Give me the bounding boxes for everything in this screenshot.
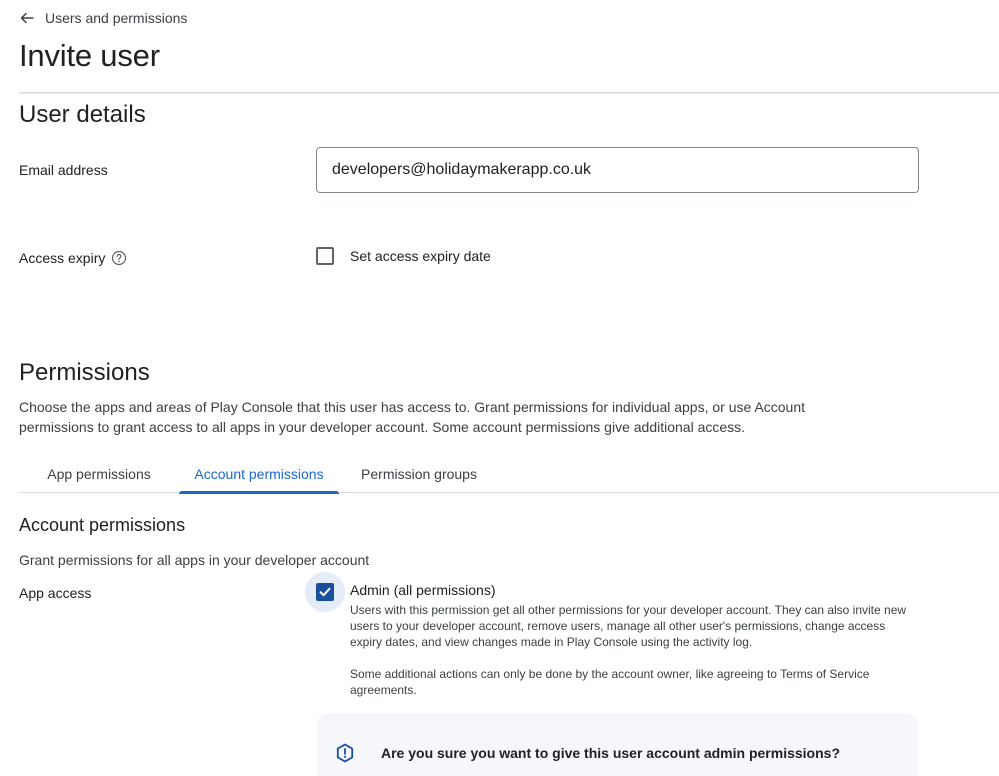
tab-permission-groups[interactable]: Permission groups xyxy=(361,466,477,482)
tab-app-permissions[interactable]: App permissions xyxy=(47,466,151,482)
header-divider xyxy=(19,92,999,94)
admin-label: Admin (all permissions) xyxy=(350,582,496,598)
access-expiry-label-text: Access expiry xyxy=(19,250,106,266)
permissions-description: Choose the apps and areas of Play Console that this user has access to. Grant permissions for individual apps, or use Account permissions to grant access to all apps in your developer account. Some account permissions give additional access. xyxy=(19,399,805,435)
permissions-tabs xyxy=(19,455,999,493)
check-icon xyxy=(318,585,332,599)
admin-owner-note: Some additional actions can only be done by the account owner, like agreeing to Terms of Service agreements. xyxy=(350,667,870,697)
email-label-text: Email address xyxy=(19,162,108,178)
admin-checkbox-box xyxy=(316,583,334,601)
set-expiry-checkbox-row[interactable] xyxy=(316,247,491,265)
email-label xyxy=(19,162,108,178)
admin-warning-text: Are you sure you want to give this user account admin permissions? xyxy=(381,745,840,761)
warning-icon xyxy=(335,743,355,763)
user-details-title: User details xyxy=(19,101,146,128)
access-expiry-label xyxy=(19,250,127,266)
admin-checkbox[interactable] xyxy=(305,572,345,612)
app-access-label-text: App access xyxy=(19,585,92,601)
back-link-label: Users and permissions xyxy=(45,10,188,26)
admin-description: Users with this permission get all other permissions for your developer account. They can also invite new users to your developer account, remove users, manage all other user's permissions, change access expiry dates, and view changes made in Play Console using the activity log. xyxy=(350,603,907,649)
set-expiry-checkbox[interactable] xyxy=(316,247,334,265)
account-permissions-title: Account permissions xyxy=(19,515,186,535)
set-expiry-label: Set access expiry date xyxy=(350,248,491,264)
permissions-title: Permissions xyxy=(19,359,150,386)
tab-account-permissions[interactable]: Account permissions xyxy=(179,455,339,493)
account-permissions-subtitle: Grant permissions for all apps in your developer account xyxy=(19,552,370,568)
page-title: Invite user xyxy=(19,38,160,73)
email-field[interactable] xyxy=(316,147,919,193)
app-access-label xyxy=(19,585,91,601)
help-icon[interactable] xyxy=(111,250,127,266)
back-link[interactable] xyxy=(19,10,187,26)
arrow-back-icon xyxy=(19,10,35,26)
